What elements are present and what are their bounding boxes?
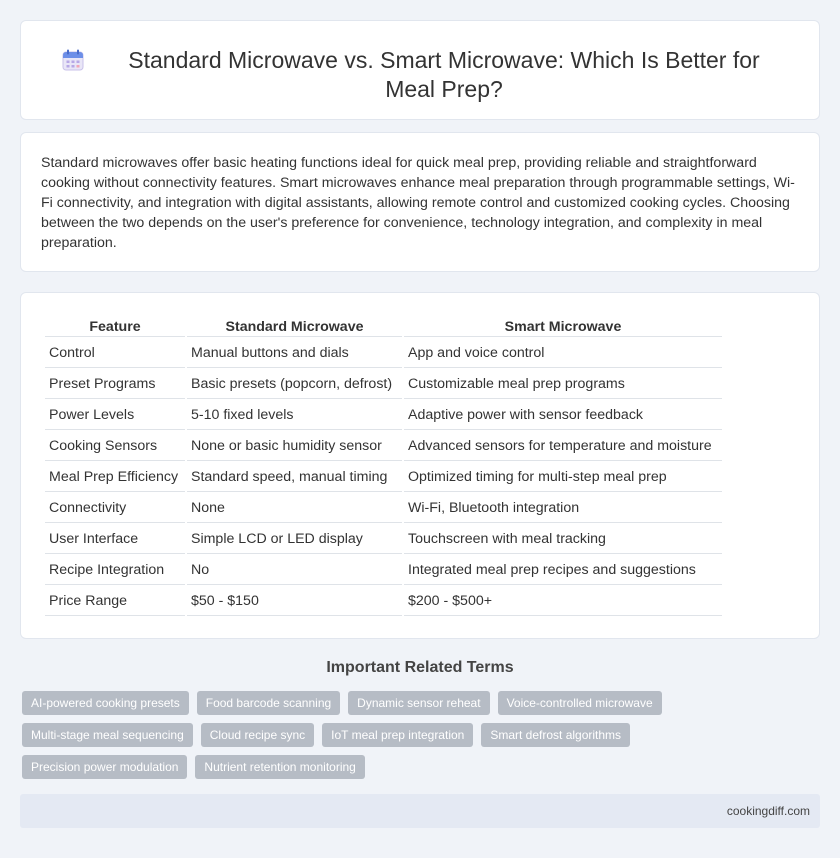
smart-cell: $200 - $500+ <box>404 587 722 616</box>
tag-food-barcode-scanning[interactable]: Food barcode scanning <box>197 691 340 715</box>
standard-cell: None or basic humidity sensor <box>187 432 402 461</box>
standard-cell: Simple LCD or LED display <box>187 525 402 554</box>
feature-cell: Preset Programs <box>45 370 185 399</box>
smart-cell: Integrated meal prep recipes and suggestions <box>404 556 722 585</box>
table-row <box>45 494 722 523</box>
feature-cell: Connectivity <box>45 494 185 523</box>
smart-cell: Adaptive power with sensor feedback <box>404 401 722 430</box>
tag-precision-power-modulation[interactable]: Precision power modulation <box>22 755 187 779</box>
intro-card <box>20 132 820 272</box>
related-terms-tags <box>22 691 802 787</box>
tag-voice-controlled-microwave[interactable]: Voice-controlled microwave <box>498 691 662 715</box>
comparison-table <box>43 315 724 618</box>
header-smart: Smart Microwave <box>404 317 722 337</box>
table-header-row <box>45 317 722 337</box>
smart-cell: Wi-Fi, Bluetooth integration <box>404 494 722 523</box>
tag-smart-defrost-algorithms[interactable]: Smart defrost algorithms <box>481 723 630 747</box>
smart-cell: App and voice control <box>404 339 722 368</box>
feature-cell: Control <box>45 339 185 368</box>
title-wrap <box>21 46 819 104</box>
table-row <box>45 587 722 616</box>
comparison-card <box>20 292 820 639</box>
table-row <box>45 370 722 399</box>
feature-cell: Meal Prep Efficiency <box>45 463 185 492</box>
standard-cell: None <box>187 494 402 523</box>
feature-cell: Cooking Sensors <box>45 432 185 461</box>
feature-cell: Recipe Integration <box>45 556 185 585</box>
tag-nutrient-retention-monitoring[interactable]: Nutrient retention monitoring <box>195 755 364 779</box>
standard-cell: $50 - $150 <box>187 587 402 616</box>
table-row <box>45 525 722 554</box>
table-row <box>45 401 722 430</box>
calendar-icon <box>61 48 85 72</box>
footer-site[interactable]: cookingdiff.com <box>726 804 810 818</box>
standard-cell: 5-10 fixed levels <box>187 401 402 430</box>
title-card <box>20 20 820 120</box>
tag-iot-meal-prep-integration[interactable]: IoT meal prep integration <box>322 723 473 747</box>
standard-cell: Standard speed, manual timing <box>187 463 402 492</box>
table-row <box>45 432 722 461</box>
feature-cell: User Interface <box>45 525 185 554</box>
intro-text: Standard microwaves offer basic heating functions ideal for quick meal prep, providing reliable and straightforward cooking without connectivity features. Smart microwaves enhance meal preparation through programmable settings, Wi-Fi connectivity, and integration with digital assistants, allowing remote control and customized cooking cycles. Choosing between the two depends on the user's preference for convenience, technology integration, and complexity in meal preparation. <box>41 155 795 251</box>
tag-dynamic-sensor-reheat[interactable]: Dynamic sensor reheat <box>348 691 489 715</box>
footer <box>20 794 820 828</box>
smart-cell: Touchscreen with meal tracking <box>404 525 722 554</box>
smart-cell: Optimized timing for multi-step meal prep <box>404 463 722 492</box>
tag-multi-stage-meal-sequencing[interactable]: Multi-stage meal sequencing <box>22 723 193 747</box>
table-row <box>45 463 722 492</box>
smart-cell: Customizable meal prep programs <box>404 370 722 399</box>
related-terms-title: Important Related Terms <box>326 659 514 676</box>
feature-cell: Price Range <box>45 587 185 616</box>
tag-cloud-recipe-sync[interactable]: Cloud recipe sync <box>201 723 314 747</box>
standard-cell: Manual buttons and dials <box>187 339 402 368</box>
header-feature: Feature <box>45 317 185 337</box>
smart-cell: Advanced sensors for temperature and moisture <box>404 432 722 461</box>
standard-cell: Basic presets (popcorn, defrost) <box>187 370 402 399</box>
header-standard: Standard Microwave <box>187 317 402 337</box>
feature-cell: Power Levels <box>45 401 185 430</box>
tag-ai-powered-cooking-presets[interactable]: AI-powered cooking presets <box>22 691 189 715</box>
page-title: Standard Microwave vs. Smart Microwave: Which Is Better for Meal Prep? <box>128 47 760 102</box>
table-row <box>45 556 722 585</box>
standard-cell: No <box>187 556 402 585</box>
table-row <box>45 339 722 368</box>
